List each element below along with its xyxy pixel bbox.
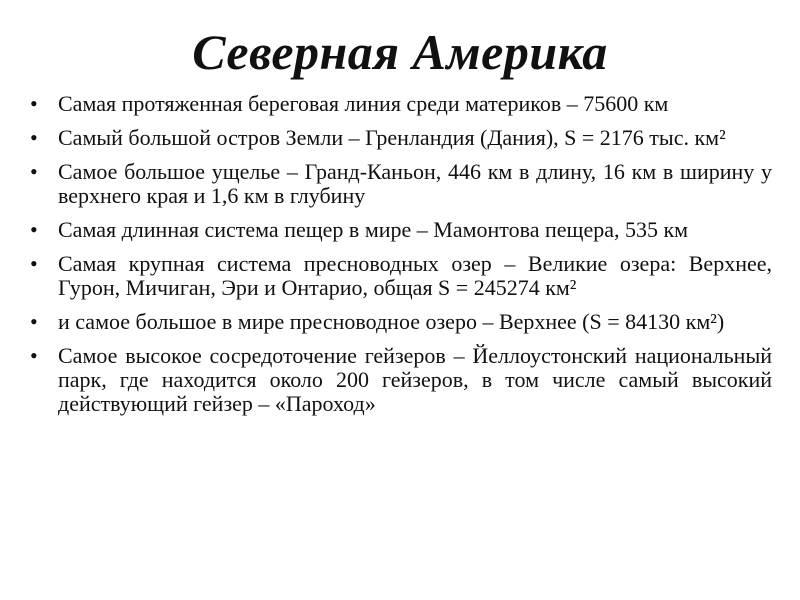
- bullet-item-lake-superior: • и самое большое в мире пресноводное озеро – Верхнее (S = 84130 км²): [30, 310, 772, 334]
- bullet-item-great-lakes: • Самая крупная система пресноводных озер – Великие озера: Верхнее, Гурон, Мичиган, Эри и Онтарио, общая S = 245274 км²: [30, 252, 772, 300]
- bullet-item-coastline: • Самая протяженная береговая линия среди материков – 75600 км: [30, 92, 772, 116]
- bullet-item-greenland: • Самый большой остров Земли – Гренландия (Дания), S = 2176 тыс. км²: [30, 126, 772, 150]
- bullet-item-yellowstone: • Самое высокое сосредоточение гейзеров – Йеллоустонский национальный парк, где находится около 200 гейзеров, в том числе самый высокий действующий гейзер – «Пароход»: [30, 344, 772, 416]
- slide-title: Северная Америка: [192, 24, 608, 80]
- bullet-list: [30, 92, 772, 426]
- bullet-item-grand-canyon: • Самое большое ущелье – Гранд-Каньон, 446 км в длину, 16 км в ширину у верхнего края и 1,6 км в глубину: [30, 160, 772, 208]
- bullet-item-mammoth-cave: • Самая длинная система пещер в мире – Мамонтова пещера, 535 км: [30, 218, 772, 242]
